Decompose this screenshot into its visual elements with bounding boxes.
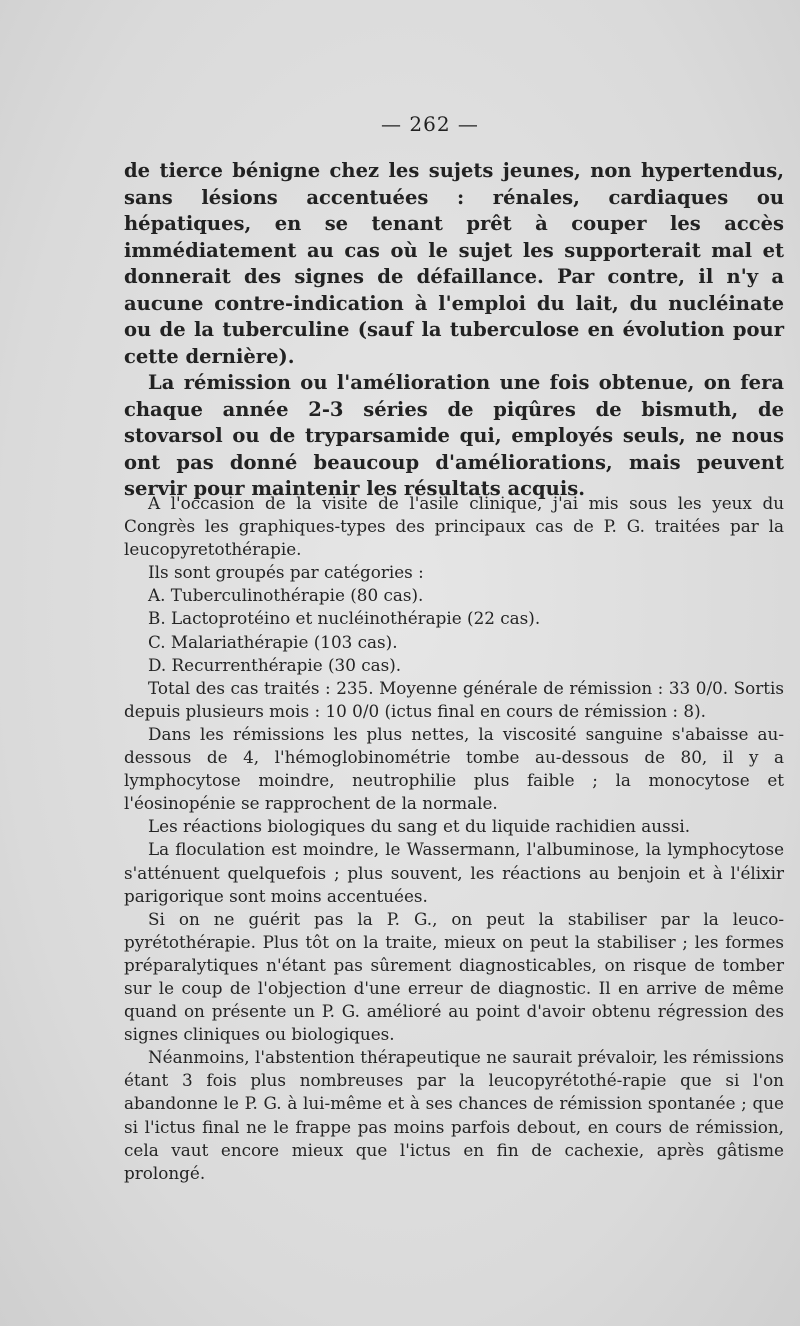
list-item: C. Malariathérapie (103 cas). bbox=[148, 631, 398, 652]
paragraph: A l'occasion de la visite de l'asile clinique, j'ai mis sous les yeux du Congrès les graphiques-types des principaux cas de P. G. traitées par la leucopyretothérapie. bbox=[124, 493, 784, 560]
paragraph: Si on ne guérit pas la P. G., on peut la stabiliser par la leuco-pyrétothérapie. Plus tôt on la traite, mieux on peut la stabiliser ; les formes préparalytiques n'étant pas sûrement diagnosticables, on risque de tomber sur le coup de l'objection d'une erreur de diagnostic. Il en arrive de même quand on présente un P. G. amélioré au point d'avoir obtenu régression des signes cliniques ou biologiques. bbox=[124, 908, 784, 1045]
paragraph: de tierce bénigne chez les sujets jeunes, non hypertendus, sans lésions accentuées : rénales, cardiaques ou hépatiques, en se tenant prêt à couper les accès immédiatement au cas où le sujet les supporterait mal et donnerait des signes de défaillance. Par contre, il n'y a aucune contre-indication à l'emploi du lait, du nucléinate ou de la tuberculine (sauf la tuberculose en évolution pour cette dernière). bbox=[124, 159, 784, 368]
paragraph: Ils sont groupés par catégories : bbox=[148, 562, 424, 583]
paragraph: Total des cas traités : 235. Moyenne générale de rémission : 33 0/0. Sortis depuis plusieurs mois : 10 0/0 (ictus final en cours de rémission : 8). bbox=[124, 677, 784, 721]
list-item: B. Lactoprotéino et nucléinothérapie (22 cas). bbox=[148, 608, 541, 629]
paragraph: Les réactions biologiques du sang et du liquide rachidien aussi. bbox=[148, 816, 691, 837]
text-block-main bbox=[124, 158, 784, 503]
paragraph: La floculation est moindre, le Wassermann, l'albuminose, la lymphocytose s'atténuent quelquefois ; plus souvent, les réactions au benjoin et à l'élixir parigorique sont moins accentuées. bbox=[124, 839, 784, 906]
text-block-report bbox=[124, 492, 784, 1185]
list-item: A. Tuberculinothérapie (80 cas). bbox=[148, 585, 424, 606]
list-item: D. Recurrenthérapie (30 cas). bbox=[148, 654, 402, 675]
page-number: — 262 — bbox=[381, 112, 479, 136]
paragraph: La rémission ou l'amélioration une fois obtenue, on fera chaque année 2-3 séries de piqûres de bismuth, de stovarsol ou de tryparsamide qui, employés seuls, ne nous ont pas donné beaucoup d'améliorations, mais peuvent servir pour maintenir les résultats acquis. bbox=[124, 371, 784, 500]
paragraph: Dans les rémissions les plus nettes, la viscosité sanguine s'abaisse au-dessous de 4, l'hémoglobinométrie tombe au-dessous de 80, il y a lymphocytose moindre, neutrophilie plus faible ; la monocytose et l'éosinopénie se rapprochent de la normale. bbox=[124, 723, 784, 814]
paragraph: Néanmoins, l'abstention thérapeutique ne saurait prévaloir, les rémissions étant 3 fois plus nombreuses par la leucopyrétothé-rapie que si l'on abandonne le P. G. à lui-même et à ses chances de rémission spontanée ; que si l'ictus final ne le frappe pas moins parfois debout, en cours de rémission, cela vaut encore mieux que l'ictus en fin de cachexie, après gâtisme prolongé. bbox=[124, 1047, 784, 1183]
